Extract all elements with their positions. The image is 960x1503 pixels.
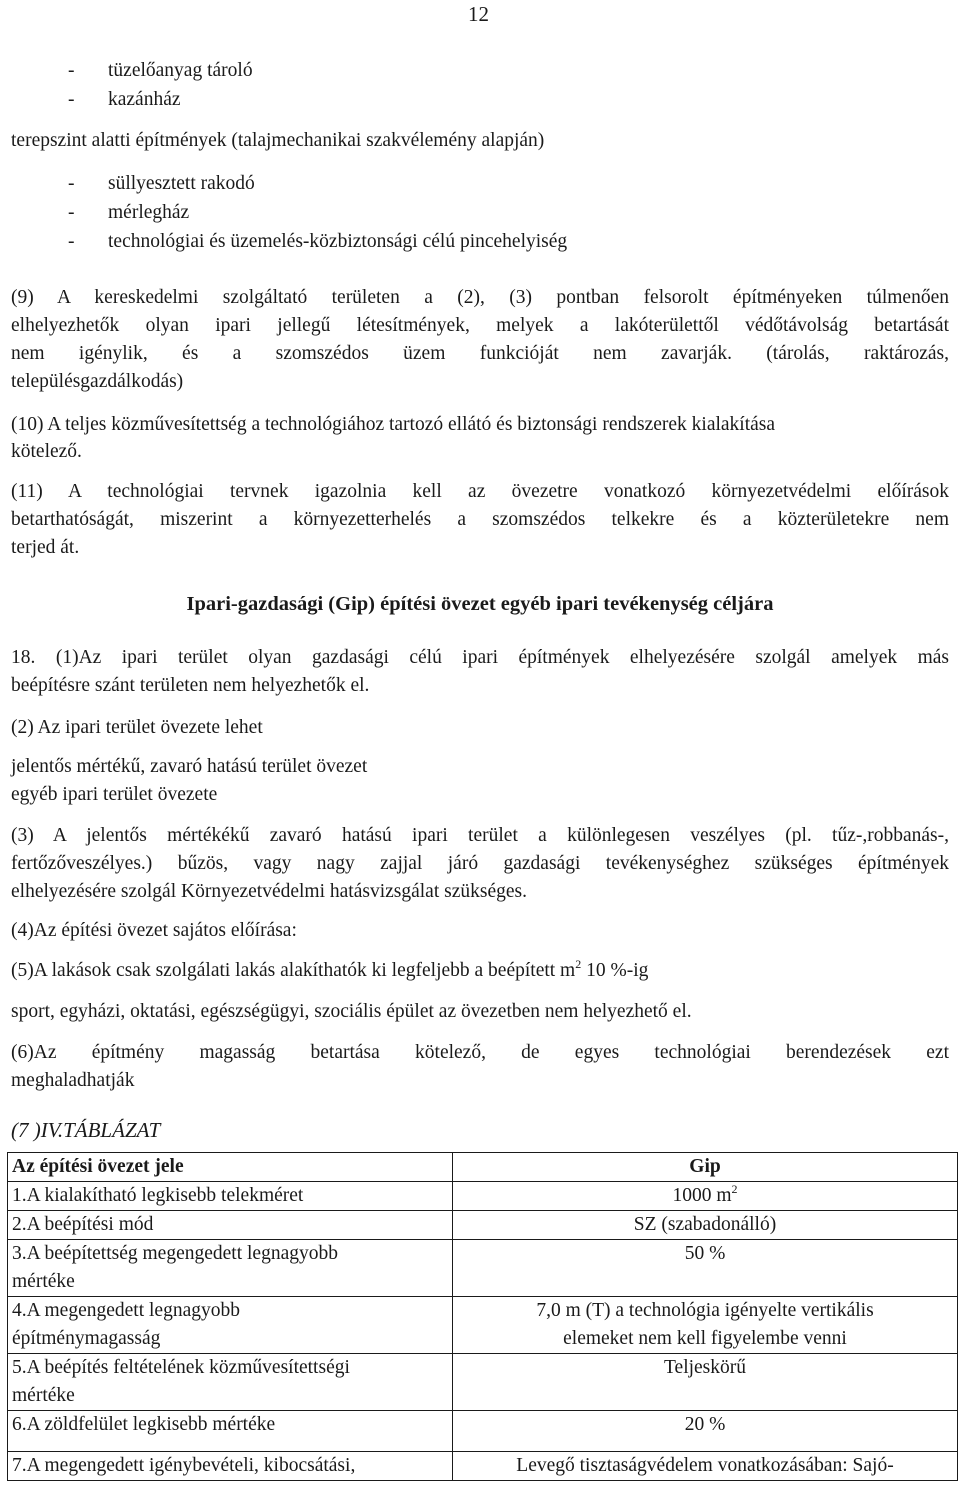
list-item: [68, 174, 255, 194]
list-item: [68, 90, 181, 110]
paragraph-3-line: (3) A jelentős mértékékű zavaró hatású ipari terület a különlegesen veszélyes (pl. tűz-,robbanás-,: [11, 825, 949, 846]
table-header-cell: Az építési övezet jele: [8, 1153, 453, 1182]
paragraph-9-line: nem igénylik, és a szomszédos üzem funkcióját nem zavarják. (tárolás, raktározás,: [11, 343, 949, 364]
paragraph-11-line: betarthatóságát, miszerint a környezetterhelés a szomszédos telkekre és a közterületekre nem: [11, 509, 949, 530]
list-item-text: mérlegház: [108, 202, 190, 223]
table-row: [8, 1411, 958, 1452]
paragraph-5: [11, 957, 649, 981]
paragraph-10-line: kötelező.: [11, 441, 82, 462]
paragraph-2: (2) Az ipari terület övezete lehet: [11, 717, 263, 738]
table-label-cell: 4.A megengedett legnagyobb építménymagasság: [8, 1297, 453, 1354]
list-dash: -: [68, 173, 75, 194]
table-row: [8, 1240, 958, 1297]
table-row: [8, 1452, 958, 1481]
table-value-cell: Levegő tisztaságvédelem vonatkozásában: Sajó-: [453, 1452, 958, 1481]
table-title: (7 )IV.TÁBLÁZAT: [11, 1118, 161, 1142]
list-dash: -: [68, 202, 75, 223]
list-item-text: kazánház: [108, 89, 181, 110]
paragraph-5-text: (5)A lakások csak szolgálati lakás alakíthatók ki legfeljebb a beépített m: [11, 960, 576, 981]
zone-item: jelentős mértékű, zavaró hatású terület övezet: [11, 756, 368, 777]
zoning-table: [7, 1152, 958, 1481]
paragraph-18-line: 18. (1)Az ipari terület olyan gazdasági célú ipari építmények elhelyezésére szolgál amelyek más: [11, 647, 949, 668]
list-item-text: technológiai és üzemelés-közbiztonsági célú pincehelyiség: [108, 231, 568, 252]
section-title: Ipari-gazdasági (Gip) építési övezet egyéb ipari tevékenység céljára: [186, 593, 774, 615]
table-value-cell: SZ (szabadonálló): [453, 1211, 958, 1240]
paragraph-11-line: terjed át.: [11, 537, 80, 558]
list-item: [68, 232, 567, 252]
table-label-cell: 7.A megengedett igénybevételi, kibocsátási,: [8, 1452, 453, 1481]
table-value-text: 1000 m: [672, 1185, 732, 1206]
paragraph-3-line: fertőzőveszélyes.) bűzös, vagy nagy zajjal járó gazdasági tevékenységhez szükséges építmények: [11, 853, 949, 874]
list-item: [68, 61, 253, 81]
table-row: [8, 1211, 958, 1240]
list-item-text: tüzelőanyag tároló: [108, 60, 253, 81]
table-value-cell: 20 %: [453, 1411, 958, 1452]
paragraph-3-line: elhelyezésére szolgál Környezetvédelmi hatásvizsgálat szükséges.: [11, 881, 527, 902]
paragraph-6-line: (6)Az építmény magasság betartása kötelező, de egyes technológiai berendezések ezt: [11, 1042, 949, 1063]
table-label-cell: 2.A beépítési mód: [8, 1211, 453, 1240]
table-row: [8, 1297, 958, 1354]
superscript: 2: [575, 957, 582, 971]
paragraph-9-line: településgazdálkodás): [11, 371, 184, 392]
paragraph-5-tail: 10 %-ig: [581, 960, 649, 981]
table-header-row: [8, 1153, 958, 1182]
paragraph-5b: sport, egyházi, oktatási, egészségügyi, szociális épület az övezetben nem helyezhető el.: [11, 1001, 692, 1022]
page-number: 12: [468, 2, 489, 26]
table-label-cell: 3.A beépítettség megengedett legnagyobb mértéke: [8, 1240, 453, 1297]
table-value-cell: 50 %: [453, 1240, 958, 1297]
paragraph-4: (4)Az építési övezet sajátos előírása:: [11, 920, 297, 941]
list-item: [68, 203, 189, 223]
paragraph-9-line: (9) A kereskedelmi szolgáltató területen a (2), (3) pontban felsorolt építményeken túlmenően: [11, 287, 949, 308]
table-label-cell: 6.A zöldfelület legkisebb mértéke: [8, 1411, 453, 1452]
list-dash: -: [68, 60, 75, 81]
table-row: [8, 1354, 958, 1411]
zone-item: egyéb ipari terület övezete: [11, 784, 218, 805]
list-item-text: süllyesztett rakodó: [108, 173, 255, 194]
list-dash: -: [68, 231, 75, 252]
table-value-cell: Teljeskörű: [453, 1354, 958, 1411]
table-row: [8, 1182, 958, 1211]
superscript: 2: [731, 1182, 738, 1196]
list-dash: -: [68, 89, 75, 110]
table-value-cell: 7,0 m (T) a technológia igényelte vertikális elemeket nem kell figyelembe venni: [453, 1297, 958, 1354]
paragraph-18-line: beépítésre szánt területen nem helyezhetők el.: [11, 675, 370, 696]
table-value-cell: [453, 1182, 958, 1211]
table-label-cell: 1.A kialakítható legkisebb telekméret: [8, 1182, 453, 1211]
underground-heading: terepszint alatti építmények (talajmechanikai szakvélemény alapján): [11, 130, 545, 151]
paragraph-6-line: meghaladhatják: [11, 1070, 135, 1091]
table-label-cell: 5.A beépítés feltételének közművesítettségi mértéke: [8, 1354, 453, 1411]
paragraph-9-line: elhelyezhetők olyan ipari jellegű létesítmények, melyek a lakóterülettől védőtávolság betartását: [11, 315, 949, 336]
paragraph-10-line: (10) A teljes közművesítettség a technológiához tartozó ellátó és biztonsági rendszerek kialakítása: [11, 414, 776, 435]
paragraph-11-line: (11) A technológiai tervnek igazolnia kell az övezetre vonatkozó környezetvédelmi előírások: [11, 481, 949, 502]
table-header-cell: Gip: [453, 1153, 958, 1182]
